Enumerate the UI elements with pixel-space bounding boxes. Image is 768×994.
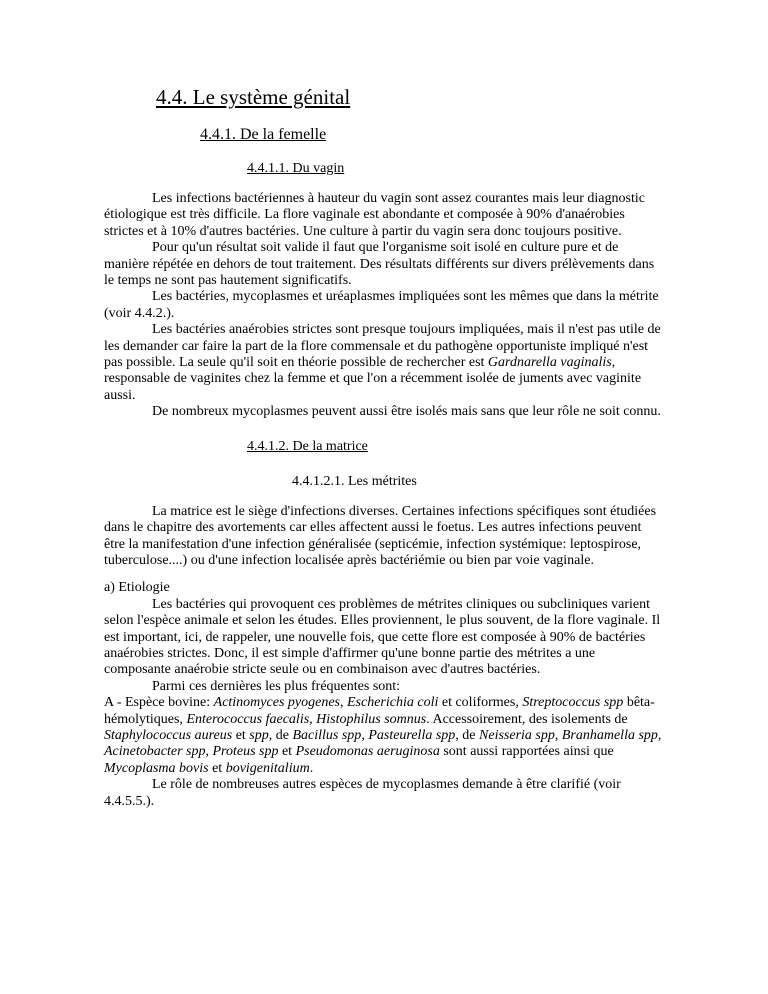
- heading-le-systeme-genital: 4.4. Le système génital: [156, 85, 351, 109]
- paragraph-vagin-infections: Les infections bactériennes à hauteur du vagin sont assez courantes mais leur diagnostic étiologique est très difficile. La flore vaginale est abondante et composée à 90% d'anaérobies strictes et à 10% d'autres bactéries. Une culture à partir du vagin sera donc toujours positive.: [104, 191, 645, 239]
- paragraph-vagin-resultat-valide: Pour qu'un résultat soit valide il faut que l'organisme soit isolé en culture pure et de manière répétée en dehors de tout traitement. Des résultats différents sur divers prélèvements dans le temps ne sont pas hautement significatifs.: [104, 240, 655, 289]
- paragraph-parmi-frequentes: Parmi ces dernières les plus fréquentes sont:: [152, 678, 401, 694]
- paragraph-vagin-mycoplasmes-isoles: De nombreux mycoplasmes peuvent aussi être isolés mais sans que leur rôle ne soit connu.: [152, 404, 661, 420]
- heading-de-la-matrice: 4.4.1.2. De la matrice: [247, 438, 368, 454]
- paragraph-espece-bovine-liste: A - Espèce bovine: Actinomyces pyogenes, Escherichia coli et coliformes, Streptococcus spp bêta-hémolytiques, Enterococcus faecalis, Histophilus somnus. Accessoirement, des isolements de Staphylococcus aureus et spp, de Bacillus spp, Pasteurella spp, de Neisseria spp, Branhamella spp, Acinetobacter spp, Proteus spp et Pseudomonas aeruginosa sont aussi rapportées ainsi que Mycoplasma bovis et bovigenitalium.: [104, 695, 662, 776]
- heading-les-metrites: 4.4.1.2.1. Les métrites: [292, 473, 417, 489]
- paragraph-role-mycoplasmes: Le rôle de nombreuses autres espèces de mycoplasmes demande à être clarifié (voir 4.4.5.5.).: [104, 777, 621, 809]
- heading-du-vagin: 4.4.1.1. Du vagin: [247, 161, 345, 176]
- paragraph-matrice-siege-infections: La matrice est le siège d'infections diverses. Certaines infections spécifiques sont étudiées dans le chapitre des avortements car elles affectent aussi le foetus. Les autres infections peuvent être la manifestation d'une infection généralisée (septicémie, infection systémique: leptospirose, tuberculose....) ou d'une infection localisée après bactériémie ou bien par voie vaginale.: [104, 503, 657, 568]
- heading-de-la-femelle: 4.4.1. De la femelle: [200, 126, 327, 143]
- paragraph-vagin-bacteries-impliquees: Les bactéries, mycoplasmes et uréaplasmes impliquées sont les mêmes que dans la métrite (voir 4.4.2.).: [104, 289, 659, 321]
- label-etiologie: a) Etiologie: [104, 580, 170, 596]
- paragraph-etiologie-bacteries: Les bactéries qui provoquent ces problèmes de métrites cliniques ou subcliniques varient selon l'espèce animale et selon les études. Elles proviennent, le plus souvent, de la flore vaginale. Il est important, ici, de rappeler, une nouvelle fois, que cette flore est composée à 90% de bactéries anaérobies strictes. Donc, il est simple d'affirmer qu'une bonne partie des métrites a une composante anaérobie stricte seule ou en combinaison avec d'autres bactéries.: [104, 596, 661, 678]
- paragraph-vagin-anaerobies-gardnarella: Les bactéries anaérobies strictes sont presque toujours impliquées, mais il n'est pas utile de les demander car faire la part de la flore commensale et du pathogène opportuniste impliqué n'est pas possible. La seule qu'il soit en théorie possible de rechercher est Gardnarella vaginalis, responsable de vaginites chez la femme et que l'on a récemment isolée de juments avec vaginite aussi.: [104, 322, 661, 403]
